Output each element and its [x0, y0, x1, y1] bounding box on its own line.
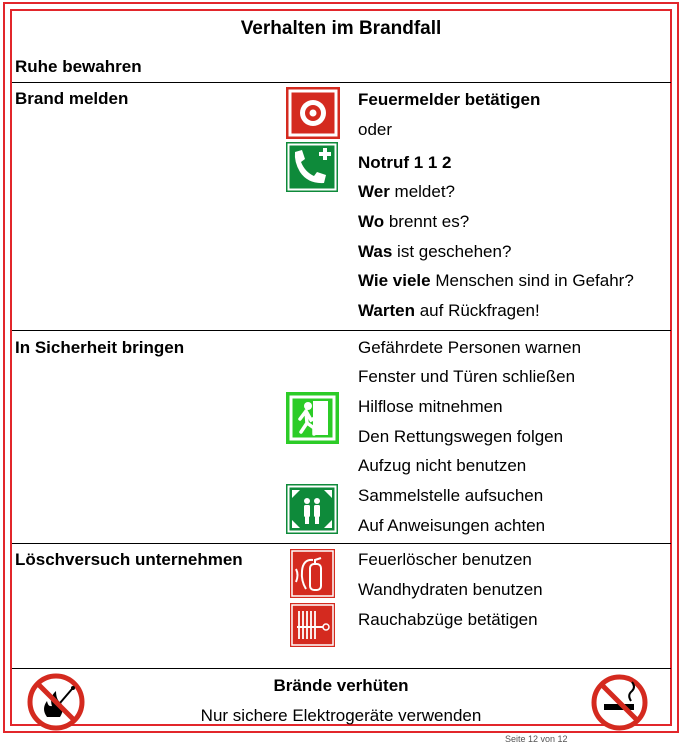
oder-text: oder [358, 120, 393, 139]
loeschen-item: Feuerlöscher benutzen [358, 550, 532, 569]
fire-hose-icon [290, 603, 335, 647]
sicherheit-item: Fenster und Türen schließen [358, 367, 576, 386]
warten-bold: Warten [358, 301, 415, 320]
no-open-fire-icon [27, 673, 85, 731]
warten-rest: auf Rückfragen! [415, 301, 540, 320]
divider [12, 330, 671, 331]
page-number: Seite 12 von 12 [505, 734, 568, 744]
wo-bold: Wo [358, 212, 385, 231]
warten-line [358, 301, 540, 321]
was-line [358, 242, 511, 262]
braende-verhueten-heading: Brände verhüten [273, 676, 409, 695]
sicherheit-item: Den Rettungswegen folgen [358, 427, 564, 446]
loeschen-item: Wandhydraten benutzen [358, 580, 543, 599]
wo-rest: brennt es? [384, 212, 470, 231]
wer-bold: Wer [358, 182, 390, 201]
wie-viele-line [358, 271, 634, 291]
sicherheit-item: Sammelstelle aufsuchen [358, 486, 544, 505]
wer-rest: meldet? [389, 182, 456, 201]
ruhe-bewahren-heading: Ruhe bewahren [15, 57, 142, 76]
page-title: Verhalten im Brandfall [240, 18, 442, 39]
wer-line [358, 182, 455, 202]
sicherheit-item: Aufzug nicht benutzen [358, 456, 527, 475]
was-rest: ist geschehen? [392, 242, 512, 261]
wo-line [358, 212, 469, 232]
sicherheit-item: Hilflose mitnehmen [358, 397, 503, 416]
no-smoking-icon [591, 674, 648, 731]
elektrogeraete-text: Nur sichere Elektrogeräte verwenden [200, 706, 482, 725]
divider [12, 82, 671, 83]
sicherheit-item: Gefährdete Personen warnen [358, 338, 582, 357]
was-bold: Was [358, 242, 393, 261]
assembly-point-icon [286, 484, 338, 534]
divider [12, 543, 671, 544]
loeschen-item: Rauchabzüge betätigen [358, 610, 538, 629]
notruf-text: Notruf 1 1 2 [358, 153, 452, 172]
feuermelder-text: Feuermelder betätigen [358, 90, 541, 109]
wie-viele-rest: Menschen sind in Gefahr? [430, 271, 634, 290]
emergency-phone-icon [286, 142, 338, 192]
loeschversuch-heading: Löschversuch unternehmen [15, 550, 243, 569]
sicherheit-item: Auf Anweisungen achten [358, 516, 546, 535]
divider [12, 668, 671, 669]
sicherheit-heading: In Sicherheit bringen [15, 338, 185, 357]
fire-alarm-icon [286, 87, 340, 139]
fire-extinguisher-icon [290, 549, 335, 598]
brand-melden-heading: Brand melden [15, 89, 129, 108]
emergency-exit-icon [286, 392, 339, 444]
wie-viele-bold: Wie viele [358, 271, 431, 290]
